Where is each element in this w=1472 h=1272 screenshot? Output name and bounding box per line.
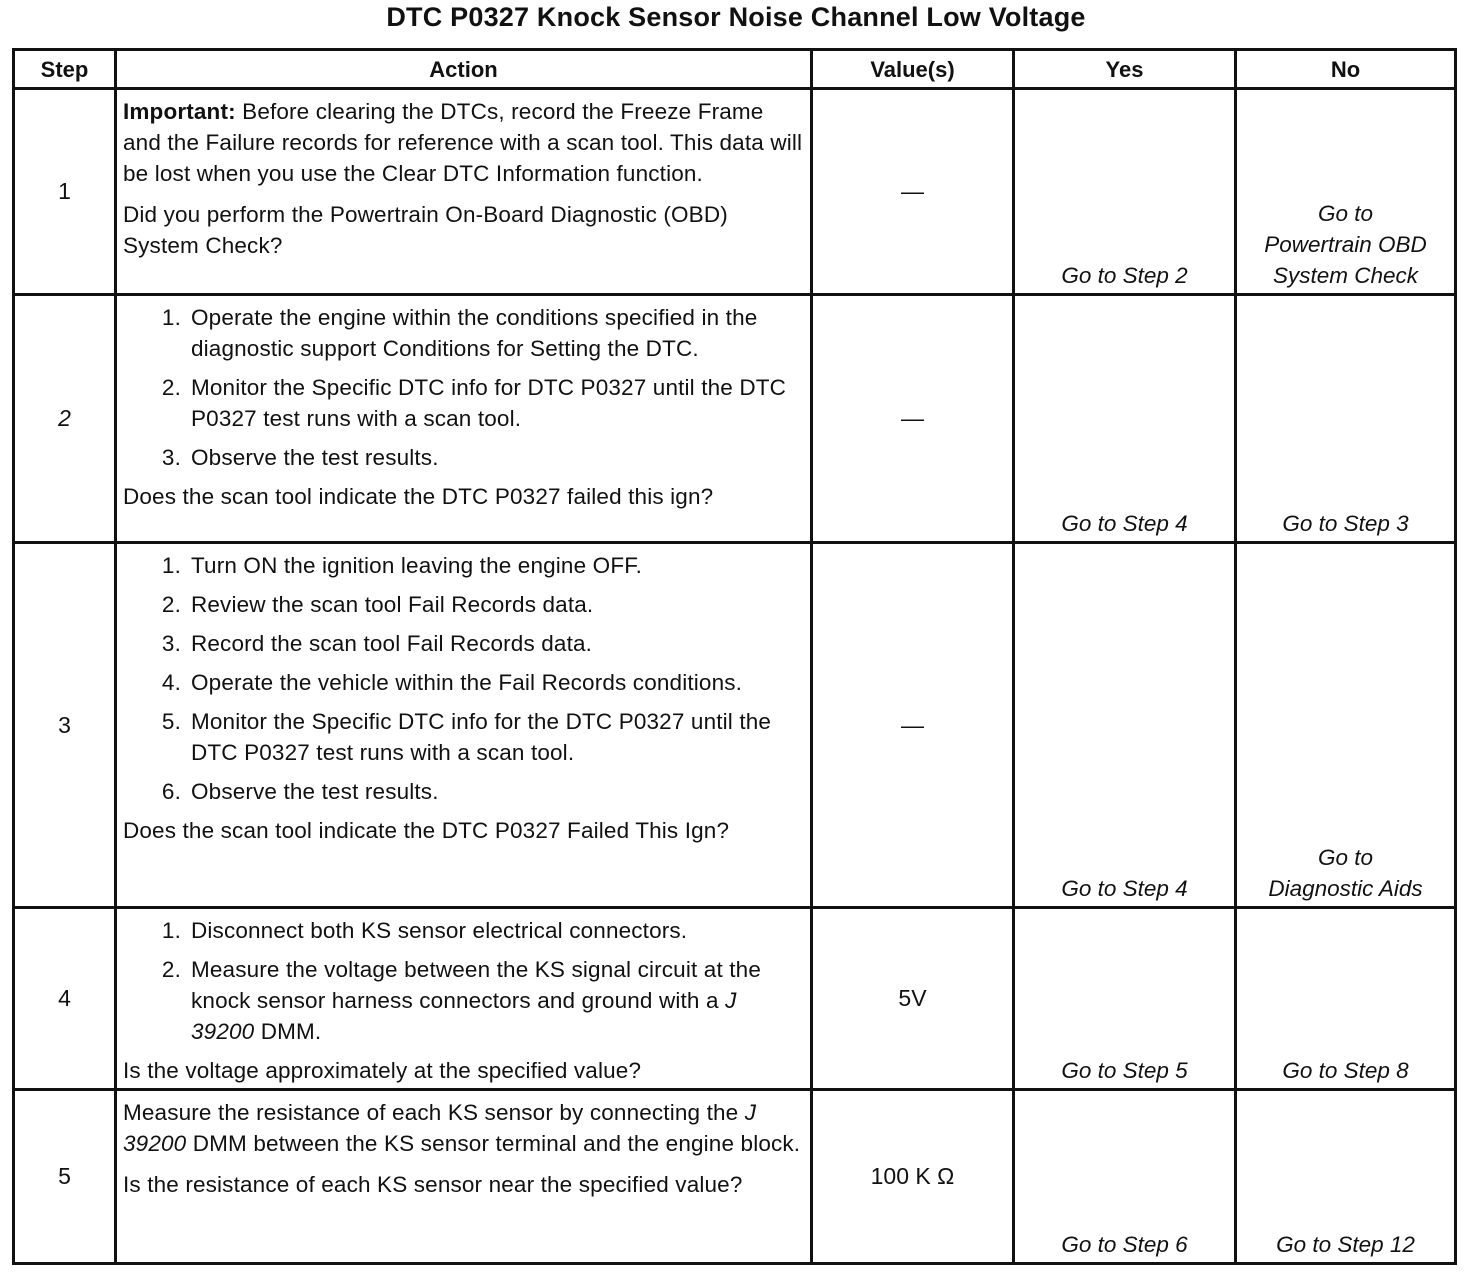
instruction-text-part: DMM between the KS sensor terminal and the engine block. bbox=[186, 1131, 801, 1156]
action-cell bbox=[116, 89, 812, 295]
substep-number: 5. bbox=[161, 709, 181, 734]
tool-reference: J 39200 bbox=[191, 988, 737, 1044]
list-item bbox=[123, 776, 804, 807]
value-cell: 5V bbox=[812, 908, 1014, 1090]
header-values: Value(s) bbox=[812, 50, 1014, 89]
no-link[interactable]: Go to Step 8 bbox=[1236, 908, 1456, 1090]
substep-text: Operate the vehicle within the Fail Records conditions. bbox=[191, 670, 743, 695]
yes-link[interactable]: Go to Step 2 bbox=[1014, 89, 1236, 295]
action-cell bbox=[116, 1090, 812, 1264]
list-item bbox=[123, 589, 804, 620]
yes-link[interactable]: Go to Step 4 bbox=[1014, 295, 1236, 543]
no-line: Diagnostic Aids bbox=[1268, 876, 1423, 901]
substep-list bbox=[123, 550, 804, 807]
no-link[interactable]: Go to Step 3 bbox=[1236, 295, 1456, 543]
substep-text: Monitor the Specific DTC info for DTC P0327 until the DTC P0327 test runs with a scan tool. bbox=[191, 375, 787, 431]
substep-number: 3. bbox=[161, 631, 181, 656]
table-row bbox=[14, 295, 1456, 543]
list-item bbox=[123, 550, 804, 581]
substep-list bbox=[123, 302, 804, 473]
value-cell: 100 K Ω bbox=[812, 1090, 1014, 1264]
step-number: 3 bbox=[14, 543, 116, 908]
step-question: Is the resistance of each KS sensor near the specified value? bbox=[123, 1172, 743, 1197]
tool-reference: J 39200 bbox=[123, 1100, 757, 1156]
substep-text-part: DMM. bbox=[254, 1019, 322, 1044]
substep-number: 1. bbox=[161, 918, 181, 943]
no-link[interactable] bbox=[1236, 89, 1456, 295]
action-cell bbox=[116, 543, 812, 908]
substep-number: 2. bbox=[161, 957, 181, 982]
substep-text bbox=[191, 954, 804, 1047]
header-action: Action bbox=[116, 50, 812, 89]
substep-number: 1. bbox=[161, 305, 181, 330]
substep-number: 6. bbox=[161, 779, 181, 804]
substep-text: Operate the engine within the conditions specified in the diagnostic support Conditions for Setting the DTC. bbox=[191, 305, 758, 361]
no-line: Go to bbox=[1317, 845, 1374, 870]
yes-link[interactable]: Go to Step 4 bbox=[1014, 543, 1236, 908]
table-row bbox=[14, 543, 1456, 908]
substep-number: 1. bbox=[161, 553, 181, 578]
substep-number: 2. bbox=[161, 375, 181, 400]
list-item bbox=[123, 706, 804, 768]
substep-number: 3. bbox=[161, 445, 181, 470]
value-cell: — bbox=[812, 89, 1014, 295]
substep-list bbox=[123, 915, 804, 1047]
list-item bbox=[123, 372, 804, 434]
step-number: 5 bbox=[14, 1090, 116, 1264]
step-question: Does the scan tool indicate the DTC P0327 Failed This Ign? bbox=[123, 818, 730, 843]
substep-text: Disconnect both KS sensor electrical connectors. bbox=[191, 918, 688, 943]
no-line: Powertrain OBD bbox=[1264, 232, 1427, 257]
yes-link[interactable]: Go to Step 5 bbox=[1014, 908, 1236, 1090]
substep-text: Record the scan tool Fail Records data. bbox=[191, 631, 593, 656]
substep-text: Turn ON the ignition leaving the engine OFF. bbox=[191, 553, 643, 578]
value-cell: — bbox=[812, 543, 1014, 908]
substep-text: Review the scan tool Fail Records data. bbox=[191, 592, 594, 617]
table-row bbox=[14, 89, 1456, 295]
list-item bbox=[123, 442, 804, 473]
step-number: 1 bbox=[14, 89, 116, 295]
substep-text: Observe the test results. bbox=[191, 779, 439, 804]
step-number: 2 bbox=[14, 295, 116, 543]
yes-link[interactable]: Go to Step 6 bbox=[1014, 1090, 1236, 1264]
list-item bbox=[123, 302, 804, 364]
action-cell bbox=[116, 295, 812, 543]
step-question: Does the scan tool indicate the DTC P0327 failed this ign? bbox=[123, 484, 714, 509]
step-number: 4 bbox=[14, 908, 116, 1090]
no-line: Go to bbox=[1317, 201, 1374, 226]
substep-number: 2. bbox=[161, 592, 181, 617]
substep-text-part: Measure the voltage between the KS signal circuit at the knock sensor harness connectors and ground with a bbox=[191, 957, 761, 1013]
list-item bbox=[123, 954, 804, 1047]
header-yes: Yes bbox=[1014, 50, 1236, 89]
substep-text: Monitor the Specific DTC info for the DTC P0327 until the DTC P0327 test runs with a scan tool. bbox=[191, 709, 772, 765]
header-no: No bbox=[1236, 50, 1456, 89]
important-note bbox=[123, 96, 804, 189]
no-link[interactable]: Go to Step 12 bbox=[1236, 1090, 1456, 1264]
important-text: Before clearing the DTCs, record the Freeze Frame and the Failure records for reference with a scan tool. This data will be lost when you use the Clear DTC Information function. bbox=[123, 99, 803, 186]
header-step: Step bbox=[14, 50, 116, 89]
table-row bbox=[14, 908, 1456, 1090]
important-label: Important: bbox=[123, 99, 236, 124]
step-instruction bbox=[123, 1097, 804, 1159]
list-item bbox=[123, 667, 804, 698]
action-cell bbox=[116, 908, 812, 1090]
no-line: System Check bbox=[1272, 263, 1419, 288]
list-item bbox=[123, 915, 804, 946]
page-title: DTC P0327 Knock Sensor Noise Channel Low Voltage bbox=[386, 2, 1086, 32]
header-row bbox=[14, 50, 1456, 89]
value-cell: — bbox=[812, 295, 1014, 543]
list-item bbox=[123, 628, 804, 659]
table-row bbox=[14, 1090, 1456, 1264]
diagnostic-table bbox=[12, 48, 1457, 1265]
step-question: Is the voltage approximately at the specified value? bbox=[123, 1058, 642, 1083]
step-question: Did you perform the Powertrain On-Board Diagnostic (OBD) System Check? bbox=[123, 202, 728, 258]
no-link[interactable] bbox=[1236, 543, 1456, 908]
instruction-text-part: Measure the resistance of each KS sensor by connecting the bbox=[123, 1100, 745, 1125]
substep-number: 4. bbox=[161, 670, 181, 695]
substep-text: Observe the test results. bbox=[191, 445, 439, 470]
